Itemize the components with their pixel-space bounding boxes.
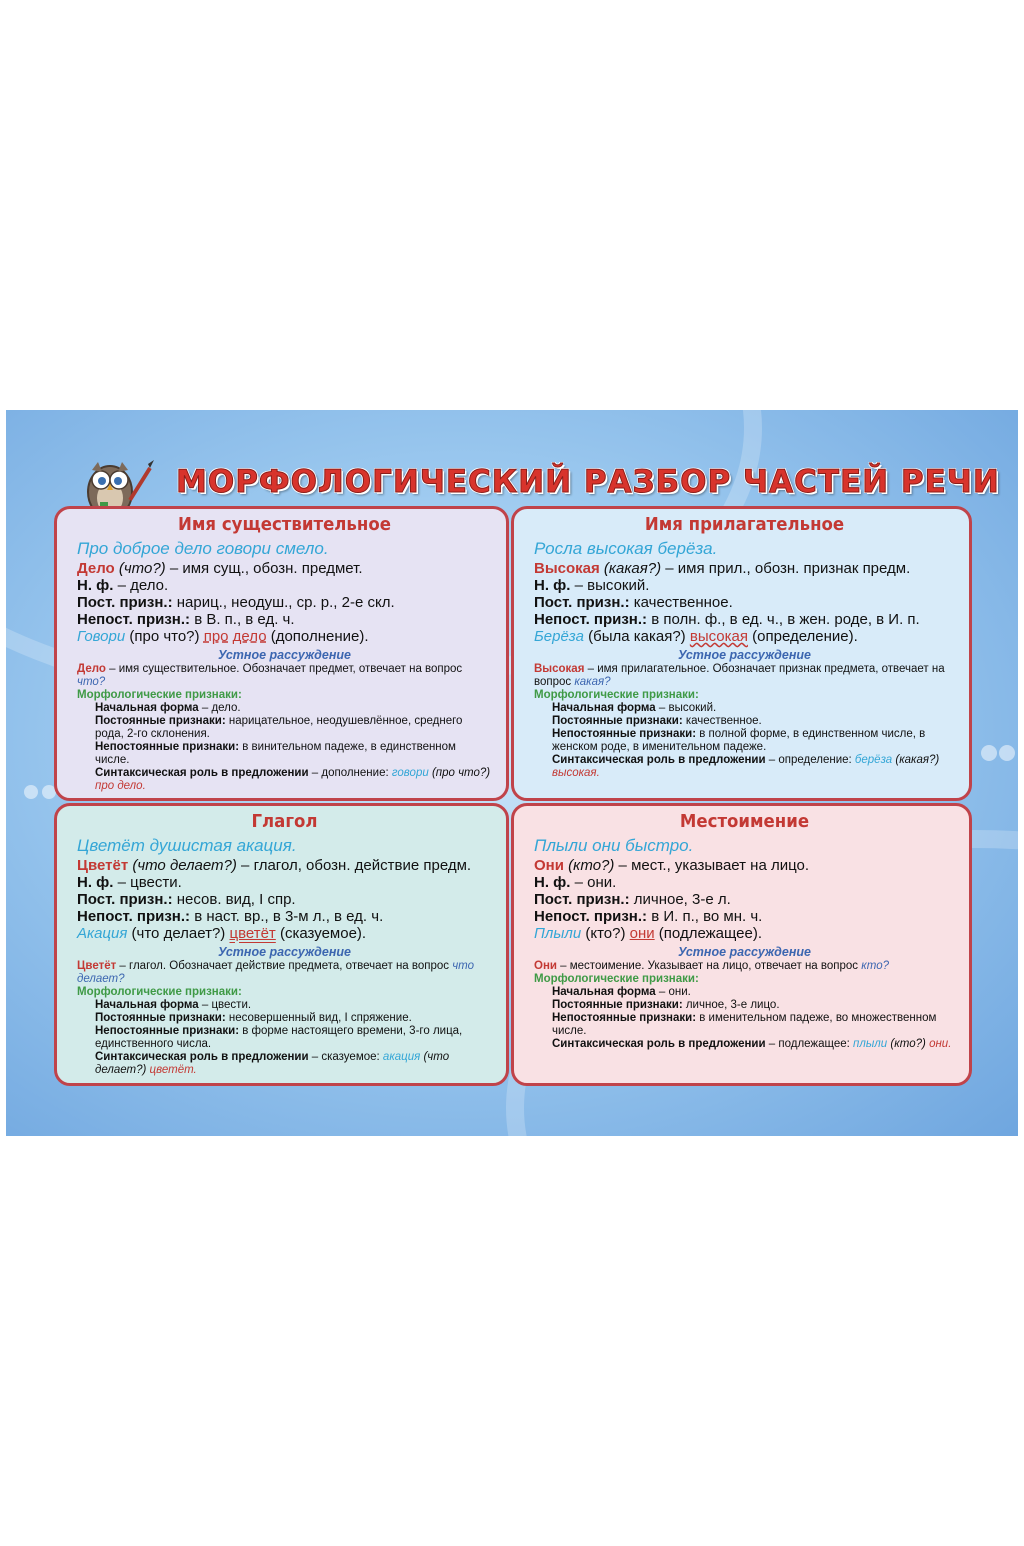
value: – сказуемое: xyxy=(308,1051,383,1063)
example-word: плыли xyxy=(853,1038,888,1050)
synt-member: про дело xyxy=(203,628,267,645)
analysis-block xyxy=(534,857,955,942)
value: в полн. ф., в ед. ч., в жен. роде, в И. п. xyxy=(647,611,920,628)
oral-block xyxy=(77,960,492,1077)
card-noun xyxy=(54,506,509,801)
question: что делает? xyxy=(77,960,475,985)
value: – дополнение: xyxy=(308,767,392,779)
analysis-block xyxy=(534,560,955,645)
decor-dot xyxy=(999,745,1015,761)
card-title: Имя прилагательное xyxy=(644,514,845,535)
morph-heading: Морфологические признаки: xyxy=(77,986,242,998)
oral-heading: Устное рассуждение xyxy=(218,648,351,662)
example-member: они. xyxy=(929,1038,952,1050)
value: – дело. xyxy=(198,702,241,714)
synt-word: Акация xyxy=(77,925,128,942)
label: Непостоянные признаки: xyxy=(552,728,697,740)
question: (кто?) xyxy=(568,857,615,874)
word: Высокая xyxy=(534,663,585,675)
label: Постоянные признаки: xyxy=(552,999,683,1011)
question: (какая?) xyxy=(603,560,662,577)
example-question: (какая?) xyxy=(895,754,940,766)
synt-word: Говори xyxy=(77,628,126,645)
example-question: (кто?) xyxy=(890,1038,926,1050)
value: в полной форме, в единственном числе, в женском роде, в именительном падеже. xyxy=(552,728,926,753)
label: Непост. призн.: xyxy=(534,908,648,925)
label: Начальная форма xyxy=(552,702,656,714)
synt-question: (что делает?) xyxy=(127,925,230,942)
card-title: Имя существительное xyxy=(178,514,391,535)
value: – они. xyxy=(655,986,691,998)
analysis-block xyxy=(77,857,492,942)
label: Начальная форма xyxy=(552,986,656,998)
question: (что делает?) xyxy=(132,857,237,874)
value: в И. п., во мн. ч. xyxy=(647,908,763,925)
synt-word: Берёза xyxy=(534,628,584,645)
question: (что?) xyxy=(118,560,166,577)
value: – дело. xyxy=(113,577,169,594)
question: кто? xyxy=(861,960,890,972)
word: Дело xyxy=(77,560,115,577)
label: Н. ф. xyxy=(534,577,571,594)
label: Пост. призн.: xyxy=(534,594,630,611)
label: Непост. призн.: xyxy=(77,611,191,628)
example-word: берёза xyxy=(854,754,893,766)
example-sentence: Цветёт душистая акация. xyxy=(77,836,297,855)
synt-role: (сказуемое). xyxy=(275,925,367,942)
value: – определение: xyxy=(765,754,855,766)
oral-block xyxy=(534,663,955,780)
morph-heading: Морфологические признаки: xyxy=(534,973,699,985)
synt-role: (определение). xyxy=(747,628,858,645)
example-question: (про что?) xyxy=(431,767,491,779)
text: – глагол. Обозначает действие предмета, отвечает на вопрос xyxy=(116,960,453,972)
word: Они xyxy=(534,857,564,874)
value: качественное. xyxy=(629,594,733,611)
word: Они xyxy=(534,960,557,972)
label: Начальная форма xyxy=(95,702,199,714)
synt-role: (подлежащее). xyxy=(654,925,763,942)
word: Высокая xyxy=(534,560,600,577)
page-title: МОРФОЛОГИЧЕСКИЙ РАЗБОР ЧАСТЕЙ РЕЧИ xyxy=(176,464,1000,500)
example-member: высокая. xyxy=(552,767,600,779)
value: нариц., неодуш., ср. р., 2-е скл. xyxy=(172,594,395,611)
oral-heading: Устное рассуждение xyxy=(678,648,811,662)
label: Синтаксическая роль в предложении xyxy=(95,767,309,779)
value: – цвести. xyxy=(113,874,182,891)
value: в именительном падеже, во множественном числе. xyxy=(552,1012,937,1037)
decor-dot xyxy=(981,745,997,761)
card-adjective xyxy=(511,506,972,801)
synt-question: (кто?) xyxy=(581,925,630,942)
card-pronoun xyxy=(511,803,972,1086)
label: Непостоянные признаки: xyxy=(95,1025,240,1037)
label: Синтаксическая роль в предложении xyxy=(552,754,766,766)
label: Непостоянные признаки: xyxy=(552,1012,697,1024)
value: – цвести. xyxy=(198,999,252,1011)
label: Синтаксическая роль в предложении xyxy=(552,1038,766,1050)
example-sentence: Про доброе дело говори смело. xyxy=(77,539,329,558)
label: Н. ф. xyxy=(77,577,114,594)
word: Цветёт xyxy=(77,857,129,874)
label: Пост. призн.: xyxy=(77,891,173,908)
value: в форме настоящего времени, 3-го лица, единственного числа. xyxy=(95,1025,463,1050)
synt-member: цветёт xyxy=(229,925,276,942)
description: – имя сущ., обозн. предмет. xyxy=(165,560,363,577)
example-question: (что делает?) xyxy=(95,1051,450,1076)
synt-question: (про что?) xyxy=(125,628,204,645)
description: – глагол, обозн. действие предм. xyxy=(236,857,472,874)
synt-role: (дополнение). xyxy=(266,628,369,645)
example-word: акация xyxy=(382,1051,421,1063)
label: Синтаксическая роль в предложении xyxy=(95,1051,309,1063)
value: – подлежащее: xyxy=(765,1038,854,1050)
oral-heading: Устное рассуждение xyxy=(678,945,811,959)
label: Н. ф. xyxy=(77,874,114,891)
card-verb xyxy=(54,803,509,1086)
value: нарицательное, неодушевлённое, среднего рода, 2-го склонения. xyxy=(95,715,463,740)
label: Постоянные признаки: xyxy=(95,715,226,727)
question: что? xyxy=(77,676,106,688)
value: – высокий. xyxy=(655,702,717,714)
question: какая? xyxy=(574,676,611,688)
example-word: говори xyxy=(391,767,429,779)
example-member: цветёт. xyxy=(149,1064,197,1076)
label: Постоянные признаки: xyxy=(552,715,683,727)
word: Цветёт xyxy=(77,960,117,972)
label: Постоянные признаки: xyxy=(95,1012,226,1024)
oral-block xyxy=(77,663,492,793)
card-title: Местоимение xyxy=(679,811,810,832)
analysis-block xyxy=(77,560,492,645)
card-title: Глагол xyxy=(251,811,318,832)
value: личное, 3-е л. xyxy=(629,891,731,908)
description: – имя прил., обозн. признак предм. xyxy=(661,560,911,577)
oral-heading: Устное рассуждение xyxy=(218,945,351,959)
text: – имя прилагательное. Обозначает признак предмета, отвечает на вопрос xyxy=(534,663,945,688)
description: – мест., указывает на лицо. xyxy=(614,857,810,874)
example-member: про дело. xyxy=(95,780,146,792)
morph-heading: Морфологические признаки: xyxy=(534,689,699,701)
label: Пост. призн.: xyxy=(77,594,173,611)
value: в наст. вр., в 3-м л., в ед. ч. xyxy=(190,908,384,925)
label: Непостоянные признаки: xyxy=(95,741,240,753)
word: Дело xyxy=(77,663,106,675)
synt-word: Плыли xyxy=(534,925,582,942)
morph-heading: Морфологические признаки: xyxy=(77,689,242,701)
value: качественное. xyxy=(682,715,762,727)
value: в винительном падеже, в единственном числе. xyxy=(95,741,456,766)
synt-member: высокая xyxy=(689,628,748,645)
text: – имя существительное. Обозначает предмет, отвечает на вопрос xyxy=(105,663,463,675)
value: в В. п., в ед. ч. xyxy=(190,611,295,628)
value: несовершенный вид, I спряжение. xyxy=(225,1012,412,1024)
label: Непост. призн.: xyxy=(77,908,191,925)
label: Н. ф. xyxy=(534,874,571,891)
value: – высокий. xyxy=(570,577,650,594)
label: Непост. призн.: xyxy=(534,611,648,628)
value: личное, 3-е лицо. xyxy=(682,999,780,1011)
example-sentence: Плыли они быстро. xyxy=(534,836,694,855)
decor-dot xyxy=(24,785,38,799)
synt-member: они xyxy=(629,925,655,942)
value: – они. xyxy=(570,874,617,891)
poster xyxy=(6,410,1018,1136)
text: – местоимение. Указывает на лицо, отвечает на вопрос xyxy=(556,960,862,972)
oral-block xyxy=(534,960,955,1051)
synt-question: (была какая?) xyxy=(583,628,690,645)
value: несов. вид, I спр. xyxy=(172,891,296,908)
example-sentence: Росла высокая берёза. xyxy=(534,539,718,558)
label: Пост. призн.: xyxy=(534,891,630,908)
label: Начальная форма xyxy=(95,999,199,1011)
